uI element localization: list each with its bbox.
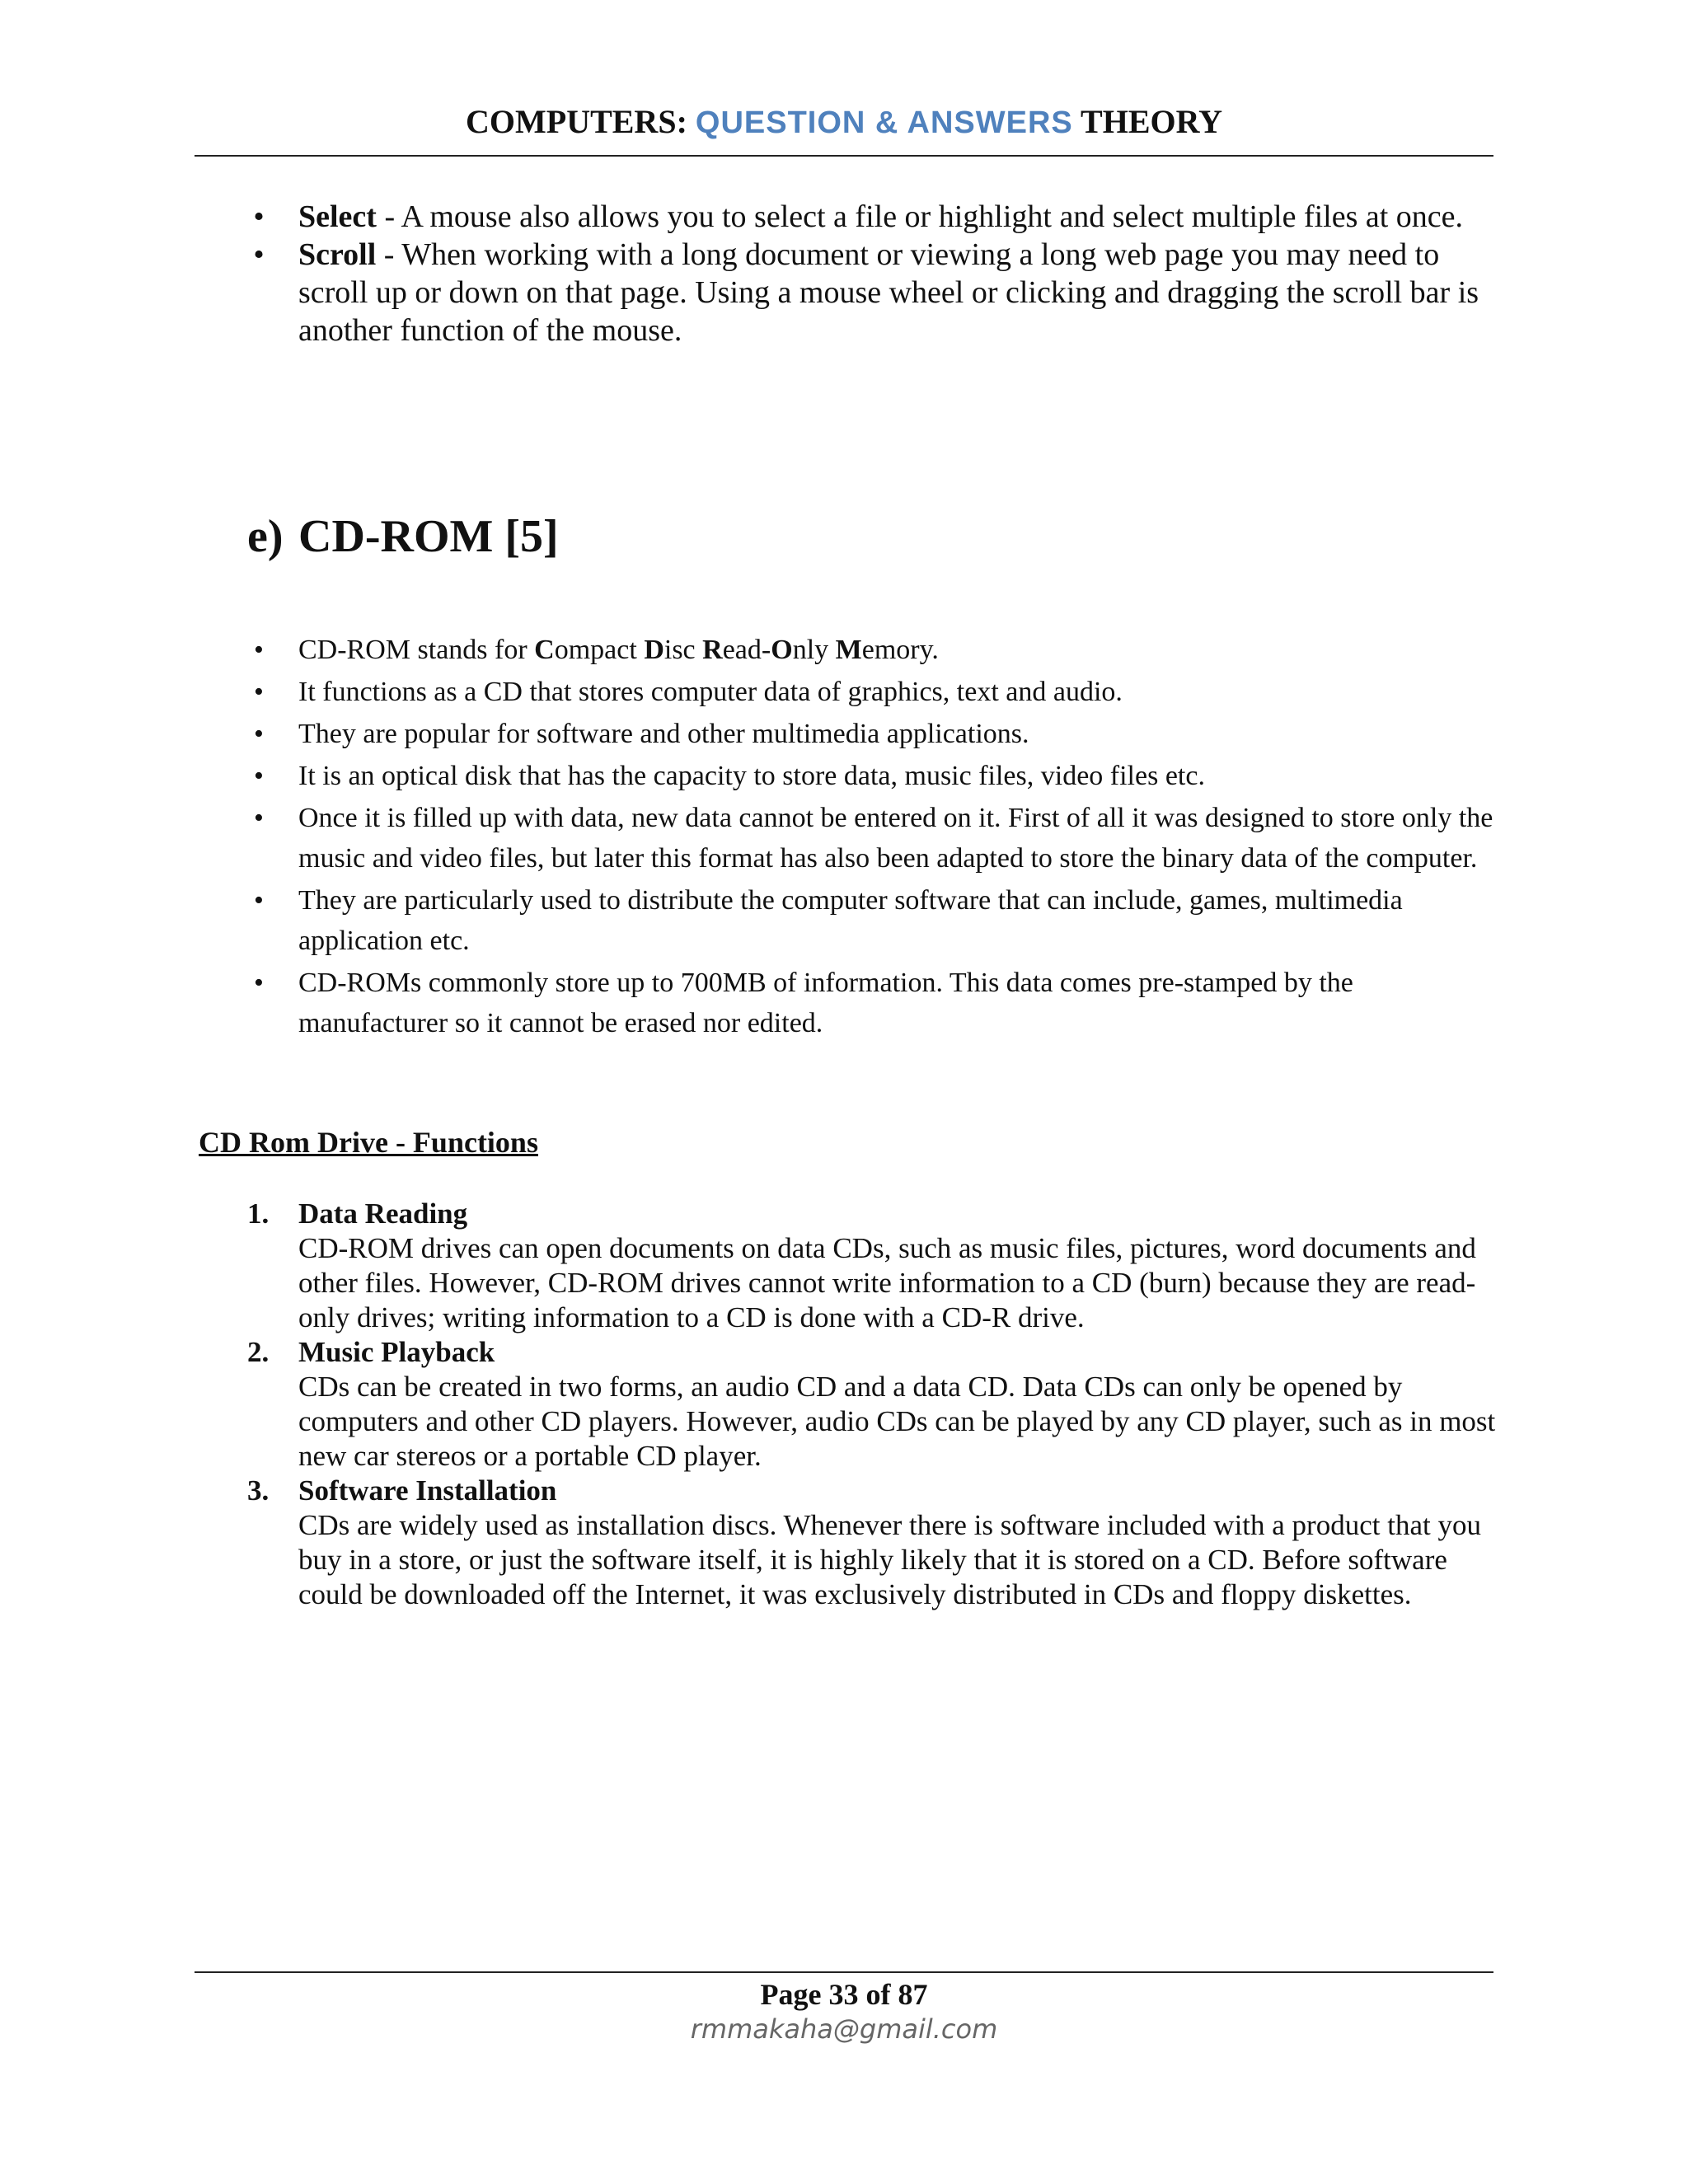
header-suffix: THEORY [1072,103,1222,140]
item-text: CDs can be created in two forms, an audio CD and a data CD. Data CDs can only be opened by computers and other CD players. However, audio CDs can be played by any CD player, such as in most new car stereos or a portable CD player. [298,1371,1496,1472]
functions-heading: CD Rom Drive - Functions [199,1126,538,1159]
list-item [247,236,1500,349]
item-title: Music Playback [298,1336,495,1368]
bullet-icon: • [254,719,264,749]
mouse-functions-list [247,198,1500,349]
list-item-text: It is an optical disk that has the capacity to store data, music files, video files etc. [298,761,1205,791]
list-item [247,198,1500,236]
footer-email: rmmakaha@gmail.com [690,2013,998,2045]
bullet-icon: • [254,635,264,665]
item-number: 2. [247,1336,270,1368]
list-item-text: - When working with a long document or viewing a long web page you may need to scroll up or down on that page. Using a mouse wheel or clicking and dragging the scroll bar is another function of the mouse. [298,237,1479,348]
acronym-rest: ead- [722,635,771,665]
acronym-letter: O [771,635,793,665]
acronym-rest: nly [792,635,836,665]
bullet-icon: • [254,968,264,998]
header-subject: COMPUTERS [466,103,677,140]
section-title: CD-ROM [5] [298,511,559,562]
acronym-rest: isc [663,635,703,665]
list-item-text: It functions as a CD that stores computer data of graphics, text and audio. [298,677,1123,707]
page-header [195,99,1493,146]
acronym-letter: D [644,635,664,665]
list-item-text: CD-ROMs commonly store up to 700MB of information. This data comes pre-stamped by the manufacturer so it cannot be erased nor edited. [298,968,1353,1038]
list-item-text: Once it is filled up with data, new data cannot be entered on it. First of all it was designed to store only the music and video files, but later this format has also been adapted to store the binary data of the computer. [298,803,1493,874]
acronym-letter: R [702,635,723,665]
list-item [247,756,1500,796]
list-item [247,630,1500,670]
acronym-rest: emory. [861,635,939,665]
list-item [247,672,1500,712]
bullet-icon: • [253,199,265,234]
numbered-item [247,1197,1500,1335]
numbered-item [247,1335,1500,1474]
header-accent: QUESTION & ANSWERS [695,105,1073,140]
footer-rule [195,1971,1493,1973]
bullet-icon: • [254,677,264,707]
header-separator: : [676,103,696,140]
list-item-text: They are particularly used to distribute the computer software that can include, games, multimedia application etc. [298,885,1403,956]
numbered-item [247,1474,1500,1612]
item-title: Data Reading [298,1197,468,1230]
section-heading [247,508,559,565]
section-letter: e) [247,511,284,562]
header-rule [195,155,1493,157]
list-item [247,963,1500,1043]
page-number: Page 33 of 87 [760,1978,928,2011]
list-item-term: Scroll [298,237,377,272]
list-item [247,798,1500,879]
functions-list [247,1197,1500,1612]
acronym-prefix: CD-ROM stands for [298,635,535,665]
item-number: 1. [247,1197,270,1230]
bullet-icon: • [254,761,264,791]
item-text: CDs are widely used as installation discs. Whenever there is software included with a product that you buy in a store, or just the software itself, it is highly likely that it is stored on a CD. Before software could be downloaded off the Internet, it was exclusively distributed in CDs and floppy diskettes. [298,1509,1481,1610]
item-title: Software Installation [298,1474,557,1507]
bullet-icon: • [253,237,265,272]
bullet-icon: • [254,803,264,833]
list-item-text: They are popular for software and other multimedia applications. [298,719,1029,749]
acronym-letter: M [835,635,862,665]
cdrom-facts-list [247,630,1500,1045]
item-number: 3. [247,1474,270,1507]
acronym-rest: ompact [554,635,645,665]
list-item [247,880,1500,961]
list-item-text: - A mouse also allows you to select a file or highlight and select multiple files at once. [376,199,1464,234]
item-text: CD-ROM drives can open documents on data CDs, such as music files, pictures, word documents and other files. However, CD-ROM drives cannot write information to a CD (burn) because they are read-only drives; writing information to a CD is done with a CD-R drive. [298,1232,1476,1333]
acronym-letter: C [534,635,555,665]
list-item-term: Select [298,199,377,234]
list-item [247,714,1500,754]
bullet-icon: • [254,885,264,916]
